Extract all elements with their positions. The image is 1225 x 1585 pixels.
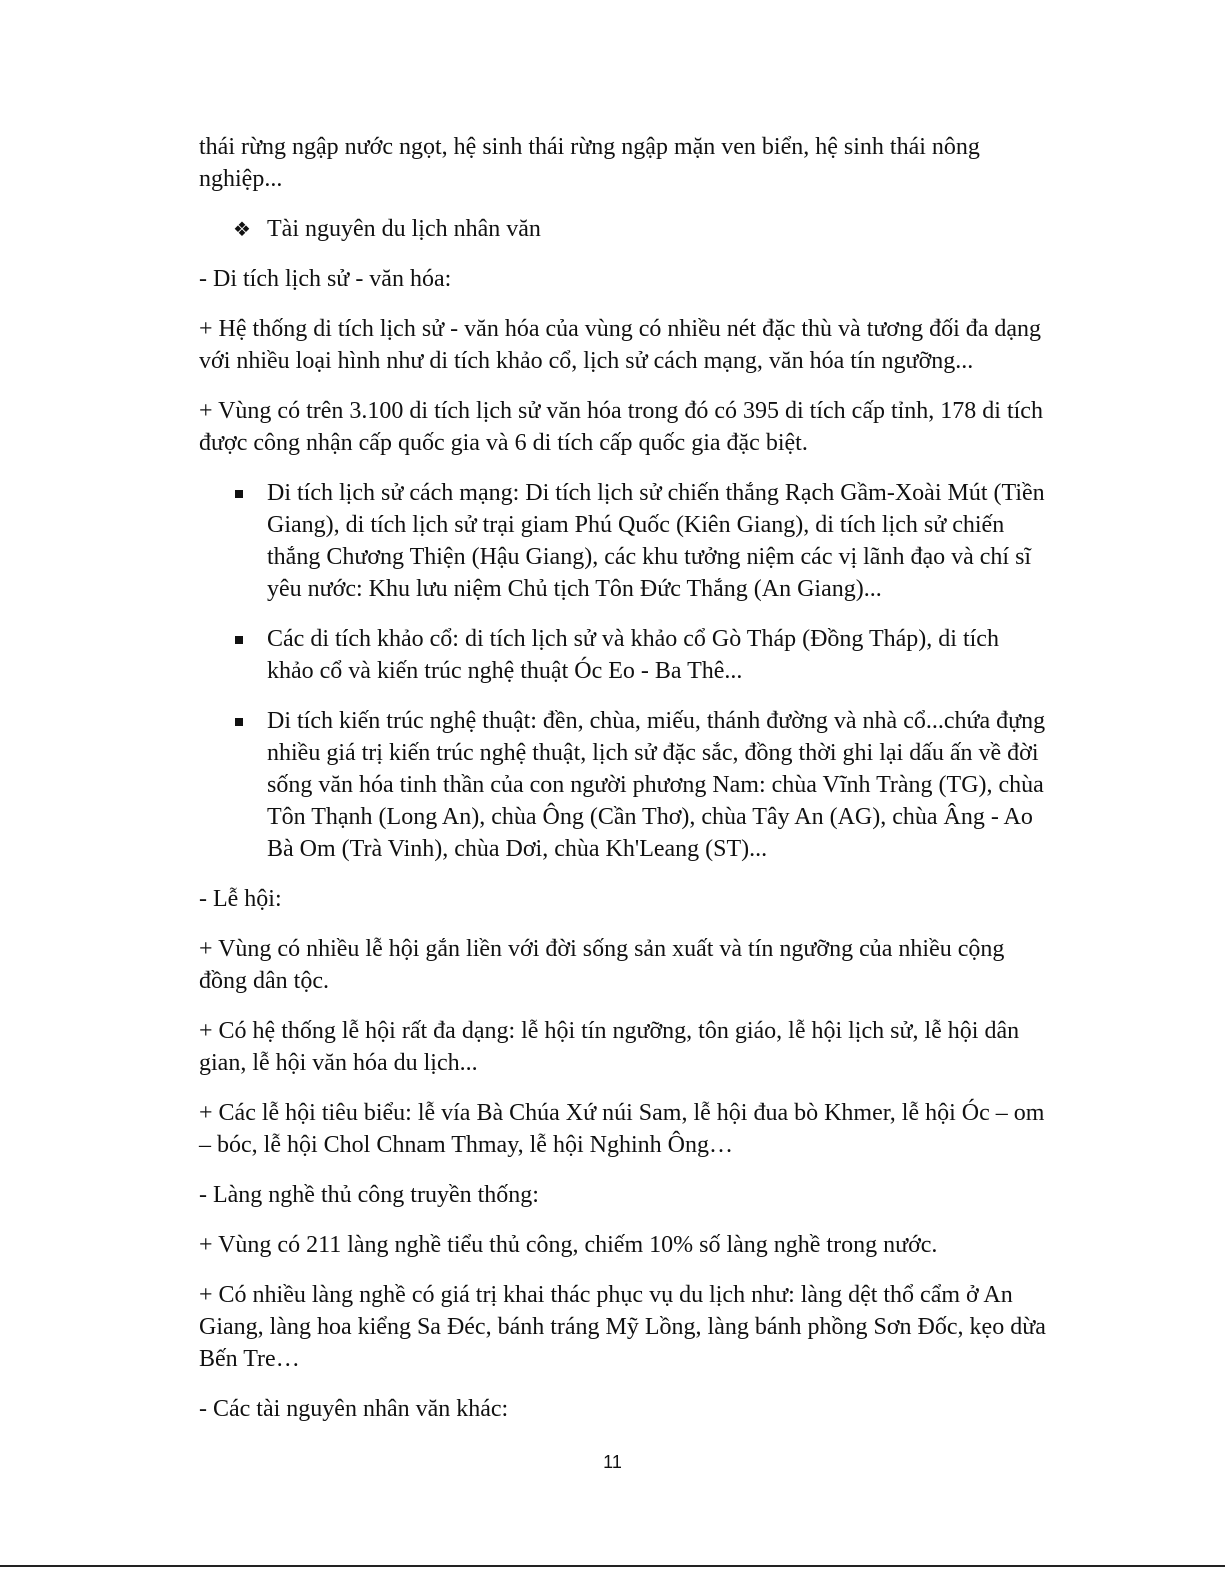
paragraph-site-system: + Hệ thống di tích lịch sử - văn hóa của vùng có nhiều nét đặc thù và tương đối đa dạng với nhiều loại hình như di tích khảo cổ, lịch sử cách mạng, văn hóa tín ngưỡng... [199, 316, 1042, 374]
list-item [199, 477, 1049, 605]
square-bullet-icon [235, 636, 243, 644]
document-body [199, 131, 1049, 1443]
list-item-text: Di tích lịch sử cách mạng: Di tích lịch sử chiến thắng Rạch Gầm-Xoài Mút (Tiền Giang), di tích lịch sử trại giam Phú Quốc (Kiên Giang), di tích lịch sử chiến thắng Chương Thiện (Hậu Giang), các khu tưởng niệm các vị lãnh đạo và chí sĩ yêu nước: Khu lưu niệm Chủ tịch Tôn Đức Thắng (An Giang)... [267, 480, 1045, 602]
paragraph-festivals-types: + Có hệ thống lễ hội rất đa dạng: lễ hội tín ngưỡng, tôn giáo, lễ hội lịch sử, lễ hội dân gian, lễ hội văn hóa du lịch... [199, 1018, 1020, 1076]
subheading-festivals: - Lễ hội: [199, 886, 282, 912]
list-item [199, 705, 1049, 865]
square-bullet-icon [235, 490, 243, 498]
paragraph-craft-examples: + Có nhiều làng nghề có giá trị khai thác phục vụ du lịch như: làng dệt thổ cẩm ở An Giang, làng hoa kiểng Sa Đéc, bánh tráng Mỹ Lồng, làng bánh phồng Sơn Đốc, kẹo dừa Bến Tre… [199, 1282, 1046, 1372]
square-bullet-icon [235, 718, 243, 726]
diamond-bullet-icon: ❖ [233, 217, 251, 241]
page-number: 11 [603, 1452, 622, 1472]
subheading-craft-villages: - Làng nghề thủ công truyền thống: [199, 1182, 539, 1208]
section-heading [199, 213, 1049, 245]
list-item [199, 623, 1049, 687]
paragraph-festivals-examples: + Các lễ hội tiêu biểu: lễ vía Bà Chúa Xứ núi Sam, lễ hội đua bò Khmer, lễ hội Óc – om – bóc, lễ hội Chol Chnam Thmay, lễ hội Nghinh Ông… [199, 1100, 1045, 1158]
subheading-historical-sites: - Di tích lịch sử - văn hóa: [199, 266, 452, 292]
paragraph-festivals-intro: + Vùng có nhiều lễ hội gắn liền với đời sống sản xuất và tín ngưỡng của nhiều cộng đồng dân tộc. [199, 936, 1005, 994]
section-heading-text: Tài nguyên du lịch nhân văn [267, 216, 541, 242]
paragraph-ecosystems: thái rừng ngập nước ngọt, hệ sinh thái rừng ngập mặn ven biển, hệ sinh thái nông nghiệp... [199, 134, 980, 192]
list-item-text: Các di tích khảo cổ: di tích lịch sử và khảo cổ Gò Tháp (Đồng Tháp), di tích khảo cổ và kiến trúc nghệ thuật Óc Eo - Ba Thê... [267, 626, 999, 684]
paragraph-site-counts: + Vùng có trên 3.100 di tích lịch sử văn hóa trong đó có 395 di tích cấp tỉnh, 178 di tích được công nhận cấp quốc gia và 6 di tích cấp quốc gia đặc biệt. [199, 398, 1043, 456]
bottom-divider [0, 1565, 1225, 1567]
subheading-other-resources: - Các tài nguyên nhân văn khác: [199, 1396, 509, 1422]
paragraph-craft-count: + Vùng có 211 làng nghề tiểu thủ công, chiếm 10% số làng nghề trong nước. [199, 1232, 938, 1258]
list-item-text: Di tích kiến trúc nghệ thuật: đền, chùa, miếu, thánh đường và nhà cổ...chứa đựng nhiều giá trị kiến trúc nghệ thuật, lịch sử đặc sắc, đồng thời ghi lại dấu ấn về đời sống văn hóa tinh thần của con người phương Nam: chùa Vĩnh Tràng (TG), chùa Tôn Thạnh (Long An), chùa Ông (Cần Thơ), chùa Tây An (AG), chùa Âng - Ao Bà Om (Trà Vinh), chùa Dơi, chùa Kh'Leang (ST)... [267, 708, 1046, 862]
